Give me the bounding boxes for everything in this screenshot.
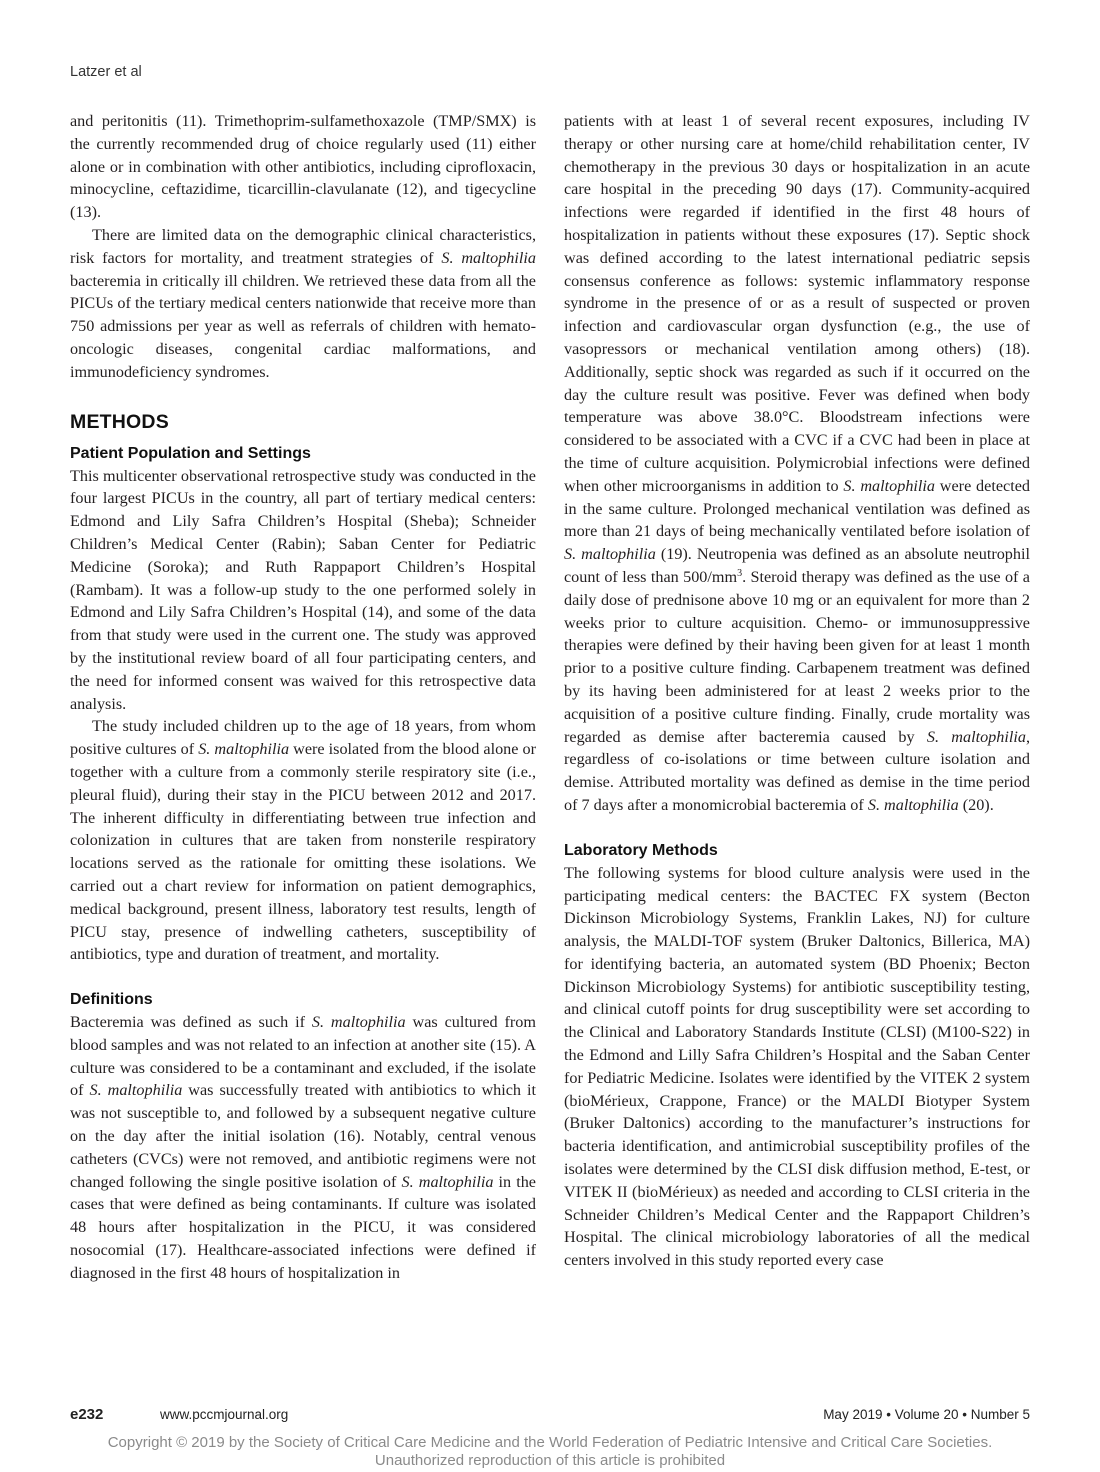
text-run: patients with at least 1 of several recent exposures, including IV therapy or other nursing care at home/child rehabilitation center, IV chemotherapy in the previous 30 days or hospitalization in an acute care hospital in the preceding 90 days (17). Community-acquired infections were regarded if identified in the first 48 hours of hospitalization in patients without these exposures (17). Septic shock was defined according to the latest international pediatric sepsis consensus conference as follows: systemic inflammatory response syndrome in the presence of or as a result of suspected or proven infection and cardiovascular organ dysfunction (e.g., the use of vasopressors or mechanical ventilation among others) (18). Additionally, septic shock was regarded as such if it occurred on the day the culture result was positive. Fever was defined when body temperature was above 38.0°C. Bloodstream infections were considered to be associated with a CVC if a CVC had been in place at the time of culture acquisition. Polymicrobial infections were defined when other microorganisms in addition to — [564, 112, 1030, 495]
text-run: The study included children up to the age of 18 years, from whom positive cultures of — [70, 717, 536, 759]
laboratory-methods-heading: Laboratory Methods — [564, 841, 718, 859]
text-run: bacteremia in critically ill children. We retrieved these data from all the PICUs of the tertiary medical centers nationwide that receive more than 750 admissions per year as well as referrals of children with hemato-oncologic diseases, congenital cardiac malformations, and immunodeficiency syndromes. — [70, 271, 536, 381]
patient-population-heading: Patient Population and Settings — [70, 444, 311, 462]
paragraph-intro-continuation: and peritonitis (11). Trimethoprim-sulfamethoxazole (TMP/SMX) is the currently recommended drug of choice regularly used (11) either alone or in combination with other antibiotics, including ciprofloxacin, minocycline, ceftazidime, ticarcillin-clavulanate (12), and tigecycline (13). — [70, 112, 536, 222]
definitions-heading: Definitions — [70, 991, 153, 1009]
copyright-line: Unauthorized reproduction of this article is prohibited — [374, 1452, 726, 1469]
paragraph-study-inclusion — [70, 715, 536, 966]
text-run: (20). — [958, 795, 994, 814]
paragraph-laboratory-methods: The following systems for blood culture analysis were used in the participating medical centers: the BACTEC FX system (Becton Dickinson Microbiology Systems, Franklin Lakes, NJ) for culture analysis, the MALDI-TOF system (Bruker Daltonics, Billerica, MA) for identifying bacteria, an automated system (BD Phoenix; Becton Dickinson Microbiology Systems) for antibiotic susceptibility testing, and clinical cutoff points for drug susceptibility were set according to the Clinical and Laboratory Standards Institute (CLSI) (M100-S22) in the Edmond and Lilly Safra Children’s Hospital and the Saban Center for Pediatric Medicine. Isolates were identified by the VITEK 2 system (bioMérieux, Crappone, France) or the MALDI Biotyper System (Bruker Daltonics) according to the manufacturer’s instructions for bacteria identification, and antimicrobial susceptibility profiles of the isolates were determined by the CLSI disk diffusion method, E-test, or VITEK II (bioMérieux) as needed and according to CLSI criteria in the Schneider Children’s Medical Center and the Rappaport Children’s Hospital. The clinical microbiology laboratories of all the medical centers involved in this study reported every case — [564, 863, 1030, 1270]
text-run: were isolated from the blood alone or together with a culture from a commonly sterile respiratory site (i.e., pleural fluid), during their stay in the PICU between 2012 and 2017. The inherent difficulty in differentiating between true infection and colonization in cultures that are taken from nonsterile respiratory locations served as the rationale for omitting these isolations. We carried out a chart review for information on patient demographics, medical background, present illness, laboratory test results, length of PICU stay, presence of indwelling catheters, susceptibility of antibiotics, type and duration of treatment, and mortality. — [70, 740, 537, 964]
text-run: There are limited data on the demographic clinical characteristics, risk factors for mortality, and treatment strategies of — [70, 225, 536, 267]
copyright-line: Copyright © 2019 by the Society of Critical Care Medicine and the World Federation of Pediatric Intensive and Critical Care Societies. — [107, 1434, 993, 1451]
organism-name: S. maltophilia — [311, 1013, 406, 1032]
copyright-notice — [0, 1434, 1100, 1470]
journal-url[interactable]: www.pccmjournal.org — [160, 1407, 289, 1422]
text-run: was successfully treated with antibiotics to which it was not susceptible to, and followed by a subsequent negative culture on the day after the initial isolation (16). Notably, central venous catheters (CVCs) were not removed, and antibiotic regimens were not changed following the single positive isolation of — [70, 1081, 536, 1191]
organism-name: S. maltophilia — [867, 795, 959, 814]
organism-name: S. maltophilia — [926, 727, 1026, 746]
text-run: Bacteremia was defined as such if — [70, 1013, 312, 1032]
paragraph-definitions — [70, 1011, 536, 1285]
organism-name: S. maltophilia — [843, 476, 935, 495]
organism-name: S. maltophilia — [89, 1081, 183, 1100]
methods-heading: METHODS — [70, 410, 169, 433]
running-head: Latzer et al — [70, 64, 142, 80]
page-footer — [70, 1406, 1030, 1426]
page-number: e232 — [70, 1406, 104, 1423]
text-run: , regardless of co-isolations or time between culture isolation and demise. Attributed mortality was defined as demise in the time period of 7 days after a monomicrobial bacteremia of — [564, 727, 1030, 814]
organism-name: S. maltophilia — [198, 740, 290, 759]
text-run: (19). Neutropenia was defined as an absolute neutrophil count of less than 500/mm — [564, 545, 1030, 586]
issue-info: May 2019 • Volume 20 • Number 5 — [823, 1407, 1030, 1422]
text-run: were detected in the same culture. Prolonged mechanical ventilation was defined as more than 21 days of being mechanically ventilated before isolation of — [564, 476, 1030, 541]
paragraph-limited-data — [70, 224, 536, 384]
left-column — [70, 110, 536, 1285]
paragraph-study-design: This multicenter observational retrospective study was conducted in the four largest PICUs in the country, all part of tertiary medical centers: Edmond and Lily Safra Children’s Hospital (Sheba); Schneider Children’s Medical Center (Rabin); Saban Center for Pediatric Medicine (Soroka); and Ruth Rappaport Children’s Hospital (Rambam). It was a follow-up study to the one performed solely in Edmond and Lily Safra Children’s Hospital (14), and some of the data from that study were used in the current one. The study was approved by the institutional review board of all four participating centers, and the need for informed consent was waived for this retrospective data analysis. — [70, 466, 536, 713]
paragraph-definitions-continued — [564, 110, 1030, 817]
text-run: . Steroid therapy was defined as the use of a daily dose of prednisone above 10 mg or an equivalent for more than 2 weeks prior to culture acquisition. Chemo- or immunosuppressive therapies were defined by their having been given for at least 1 month prior to a positive culture finding. Carbapenem treatment was defined by its having been administered for at least 2 weeks prior to the acquisition of a positive culture finding. Finally, crude mortality was regarded as demise after bacteremia caused by — [564, 567, 1030, 746]
organism-name: S. maltophilia — [401, 1172, 494, 1191]
text-run: was cultured from blood samples and was not related to an infection at another site (15). A culture was considered to be a contaminant and excluded, if the isolate of — [70, 1013, 536, 1100]
superscript: 3 — [737, 567, 743, 579]
organism-name: S. maltophilia — [441, 248, 536, 267]
text-run: in the cases that were defined as being contaminants. If culture was isolated 48 hours after hospitalization in the PICU, it was considered nosocomial (17). Healthcare-associated infections were defined if diagnosed in the first 48 hours of hospitalization in — [70, 1172, 536, 1282]
right-column — [564, 110, 1030, 1272]
organism-name: S. maltophilia — [564, 545, 656, 564]
